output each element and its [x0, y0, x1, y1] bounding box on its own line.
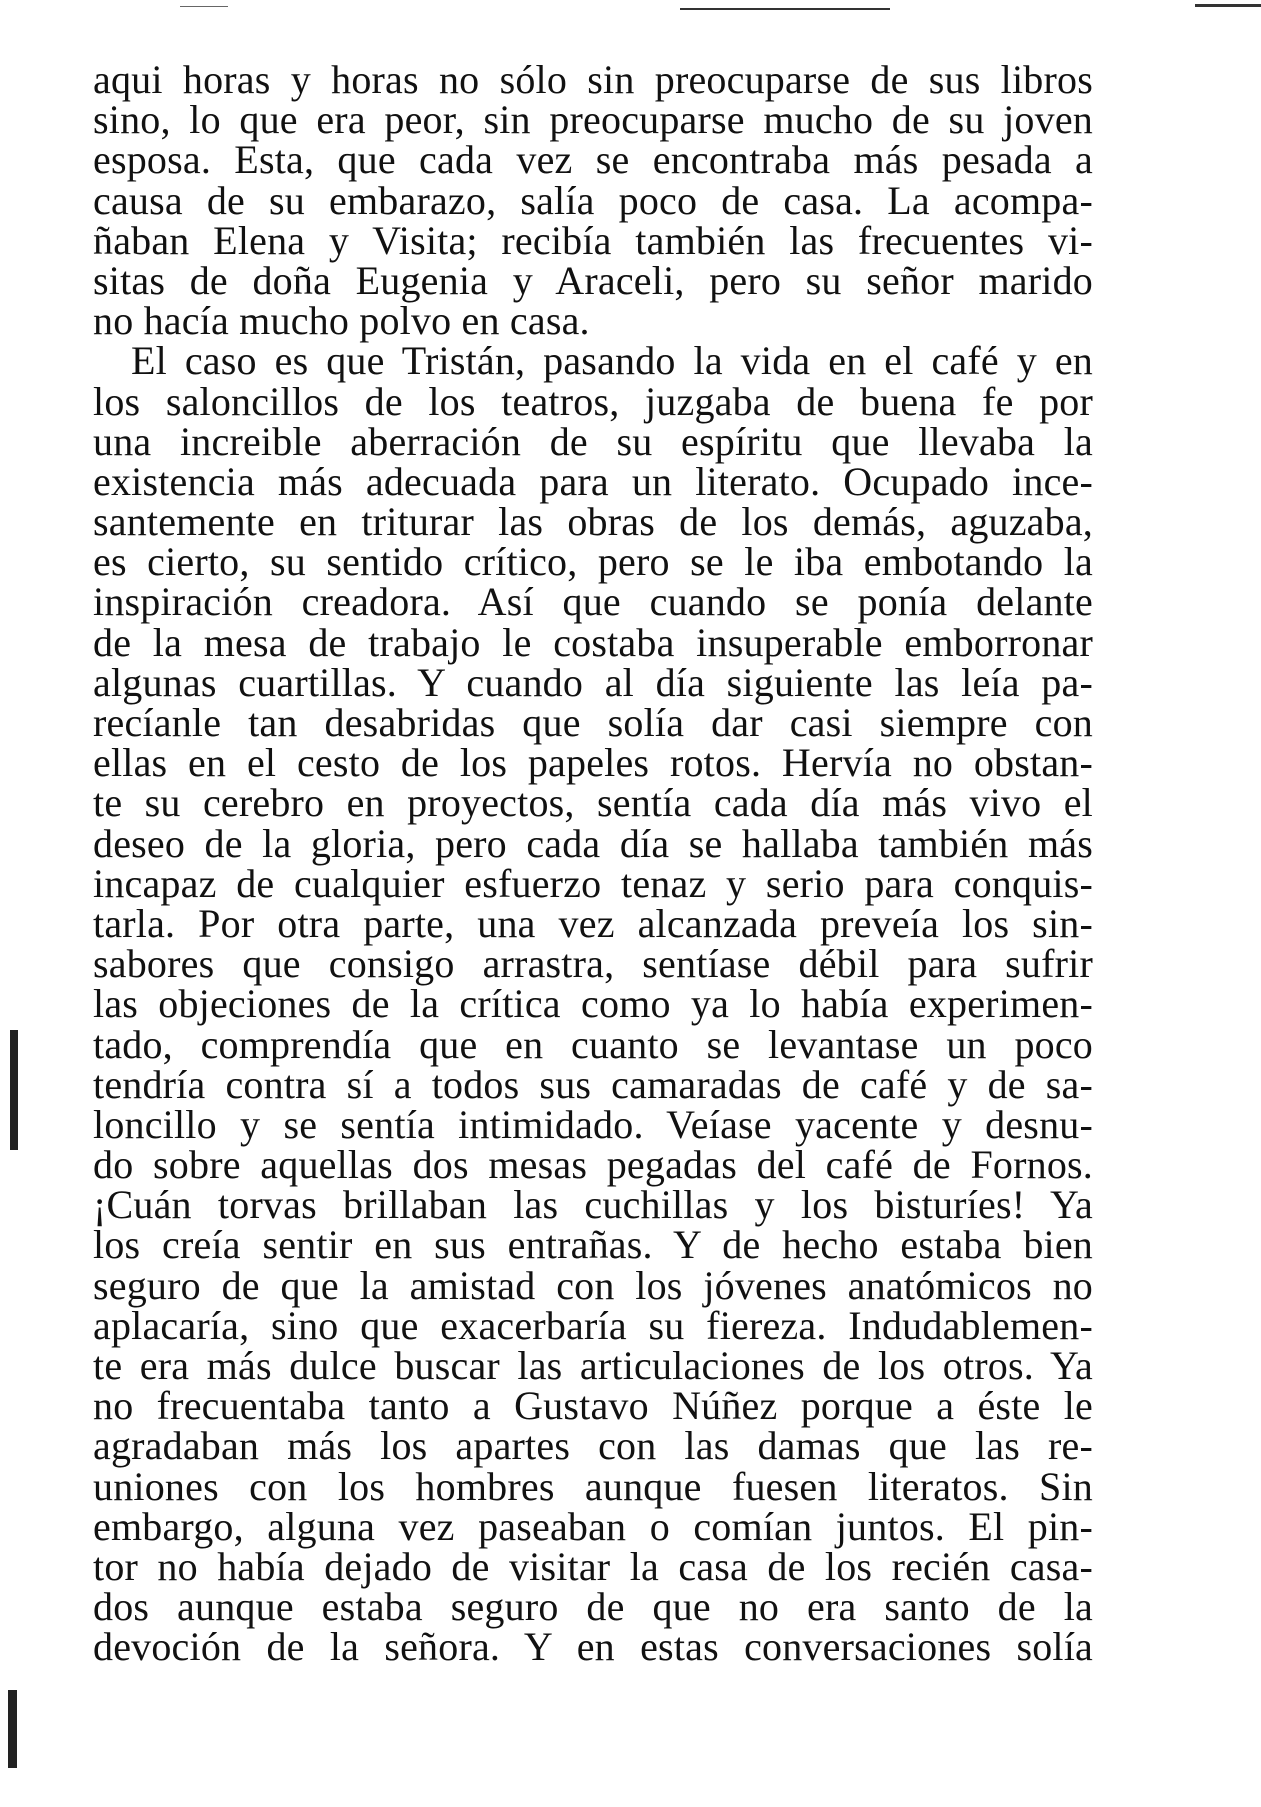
text-line: devoción de la señora. Y en estas conversaciones solía — [93, 1624, 1093, 1670]
top-edge-mark — [180, 6, 228, 7]
scan-edge-mark — [10, 1030, 18, 1150]
text-line: incapaz de cualquier esfuerzo tenaz y serio para conquis- — [93, 860, 1093, 906]
text-line: existencia más adecuada para un literato. Ocupado ince- — [93, 458, 1093, 504]
text-line: ellas en el cesto de los papeles rotos. Hervía no obstan- — [93, 740, 1093, 786]
top-rule — [680, 8, 890, 10]
text-line: uniones con los hombres aunque fuesen literatos. Sin — [93, 1463, 1093, 1509]
text-line: aplacaría, sino que exacerbaría su fiereza. Indudablemen- — [93, 1302, 1093, 1348]
text-line: agradaban más los apartes con las damas que las re- — [93, 1423, 1093, 1469]
text-line: una increible aberración de su espíritu que llevaba la — [93, 418, 1093, 464]
text-line: sabores que consigo arrastra, sentíase débil para sufrir — [93, 941, 1093, 987]
text-line: sino, lo que era peor, sin preocuparse mucho de su joven — [93, 97, 1093, 143]
body-text — [93, 57, 1093, 1670]
text-line: las objeciones de la crítica como ya lo había experimen- — [93, 981, 1093, 1027]
text-line: los creía sentir en sus entrañas. Y de hecho estaba bien — [93, 1222, 1093, 1268]
text-line: los saloncillos de los teatros, juzgaba de buena fe por — [93, 378, 1093, 424]
text-line: inspiración creadora. Así que cuando se ponía delante — [93, 579, 1093, 625]
text-line: ñaban Elena y Visita; recibía también las frecuentes vi- — [93, 217, 1093, 263]
text-line: seguro de que la amistad con los jóvenes anatómicos no — [93, 1262, 1093, 1308]
text-line: algunas cuartillas. Y cuando al día siguiente las leía pa- — [93, 659, 1093, 705]
text-line: no frecuentaba tanto a Gustavo Núñez porque a éste le — [93, 1383, 1093, 1429]
text-line: deseo de la gloria, pero cada día se hallaba también más — [93, 820, 1093, 866]
text-line: loncillo y se sentía intimidado. Veíase yacente y desnu- — [93, 1101, 1093, 1147]
text-line: es cierto, su sentido crítico, pero se le iba embotando la — [93, 539, 1093, 585]
text-line: El caso es que Tristán, pasando la vida en el café y en — [131, 338, 1093, 384]
scan-edge-mark — [8, 1690, 17, 1768]
text-line: te su cerebro en proyectos, sentía cada día más vivo el — [93, 780, 1093, 826]
text-line: recíanle tan desabridas que solía dar casi siempre con — [93, 700, 1093, 745]
text-line: aqui horas y horas no sólo sin preocuparse de sus libros — [93, 57, 1093, 102]
text-line: causa de su embarazo, salía poco de casa. La acompa- — [93, 177, 1093, 223]
text-line: de la mesa de trabajo le costaba insuperable emborronar — [93, 619, 1093, 665]
text-line: tendría contra sí a todos sus camaradas de café y de sa- — [93, 1061, 1093, 1107]
text-line: ¡Cuán torvas brillaban las cuchillas y los bisturíes! Ya — [93, 1182, 1093, 1228]
text-line: dos aunque estaba seguro de que no era santo de la — [93, 1584, 1093, 1630]
text-line: no hacía mucho polvo en casa. — [93, 298, 590, 344]
text-line: te era más dulce buscar las articulaciones de los otros. Ya — [93, 1343, 1093, 1388]
text-line: santemente en triturar las obras de los demás, aguzaba, — [93, 499, 1093, 545]
text-line: sitas de doña Eugenia y Araceli, pero su señor marido — [93, 257, 1093, 303]
text-line: tarla. Por otra parte, una vez alcanzada preveía los sin- — [93, 900, 1093, 946]
top-edge-mark — [1195, 4, 1261, 7]
text-line: do sobre aquellas dos mesas pegadas del café de Fornos. — [93, 1142, 1093, 1188]
text-line: tado, comprendía que en cuanto se levantase un poco — [93, 1021, 1093, 1067]
text-line: tor no había dejado de visitar la casa de los recién casa- — [93, 1543, 1093, 1589]
text-line: embargo, alguna vez paseaban o comían juntos. El pin- — [93, 1503, 1093, 1549]
text-line: esposa. Esta, que cada vez se encontraba más pesada a — [93, 137, 1093, 183]
